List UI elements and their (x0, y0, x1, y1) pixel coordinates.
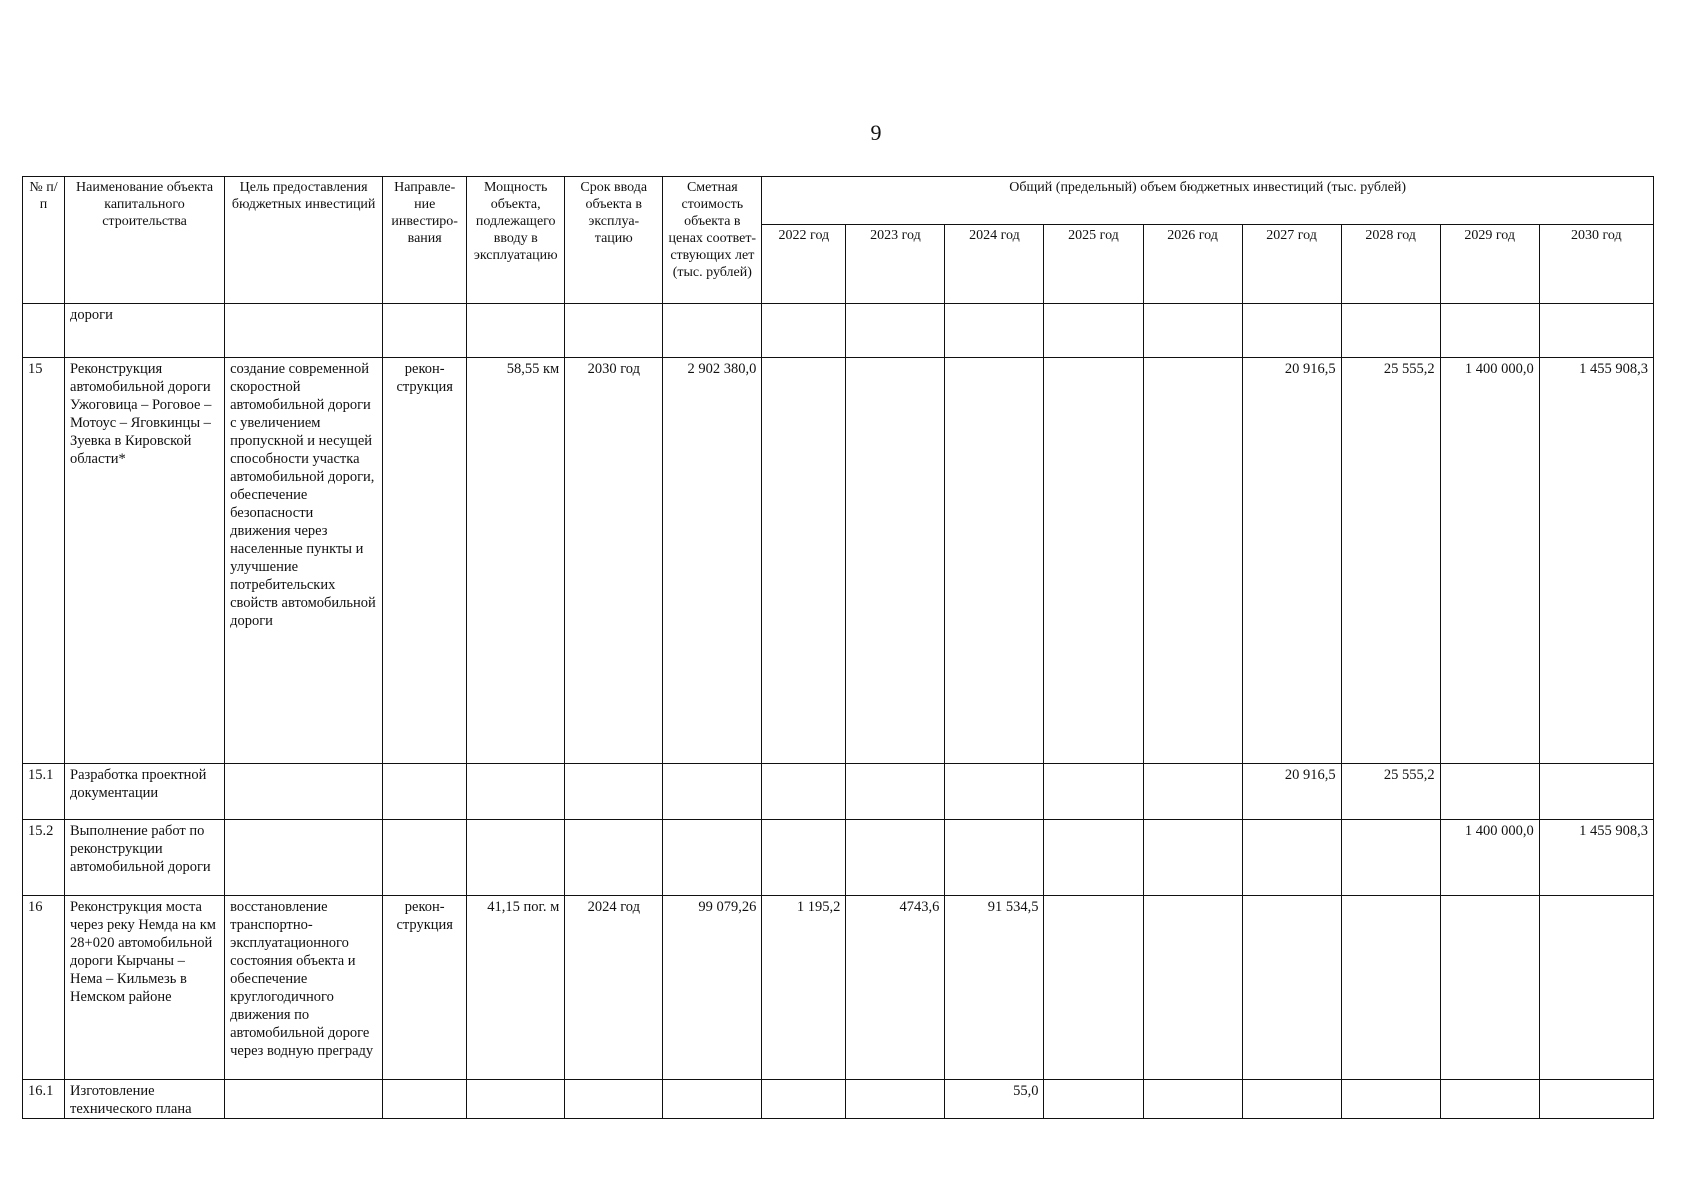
cell-year-value (945, 358, 1044, 764)
cell-goal: восстановление транспортно-эксплуатационного состояния объекта и обеспечение круглогодичного движения по автомобильной дороге через водную преграду (225, 896, 383, 1080)
cell-num: 16 (23, 896, 65, 1080)
table-row (23, 304, 1654, 358)
cell-year-value (1044, 304, 1143, 358)
cell-goal: создание современной скоростной автомобильной дороги с увеличением пропускной и несущей способности участка автомобильной дороги, обеспечение безопасности движения через населенные пункты и улучшение потребительских свойств автомобильной дороги (225, 358, 383, 764)
cell-cost (663, 1080, 762, 1119)
cell-year-value (1242, 896, 1341, 1080)
cell-year-value: 25 555,2 (1341, 764, 1440, 820)
table-row (23, 820, 1654, 896)
cell-goal (225, 820, 383, 896)
cell-capacity (467, 304, 565, 358)
header-year: 2022 год (762, 225, 846, 304)
header-year: 2027 год (1242, 225, 1341, 304)
header-year: 2023 год (846, 225, 945, 304)
cell-year-value: 25 555,2 (1341, 358, 1440, 764)
cell-year-value (1044, 764, 1143, 820)
cell-direction: рекон-струкция (383, 896, 467, 1080)
cell-object-name: Реконструкция автомобильной дороги Ужоговица – Роговое – Мотоус – Яговкинцы – Зуевка в Кировской области* (65, 358, 225, 764)
header-object-name: Наименование объекта капитального строительства (65, 177, 225, 304)
cell-capacity (467, 1080, 565, 1119)
cell-direction (383, 1080, 467, 1119)
cell-num (23, 304, 65, 358)
cell-year-value (1242, 304, 1341, 358)
cell-term: 2030 год (565, 358, 663, 764)
cell-year-value (1341, 304, 1440, 358)
cell-direction (383, 764, 467, 820)
header-year: 2028 год (1341, 225, 1440, 304)
cell-year-value (1440, 304, 1539, 358)
cell-year-value (1143, 764, 1242, 820)
header-goal: Цель предоставления бюджетных инвестиций (225, 177, 383, 304)
header-direction: Направле-ние инвестиро-вания (383, 177, 467, 304)
header-cost: Сметная стоимость объекта в ценах соответ-ствующих лет (тыс. рублей) (663, 177, 762, 304)
cell-term (565, 820, 663, 896)
header-year: 2029 год (1440, 225, 1539, 304)
cell-year-value: 20 916,5 (1242, 764, 1341, 820)
cell-num: 15.1 (23, 764, 65, 820)
cell-year-value (1539, 896, 1653, 1080)
cell-year-value (1341, 896, 1440, 1080)
header-year: 2026 год (1143, 225, 1242, 304)
cell-year-value (1539, 1080, 1653, 1119)
cell-year-value: 55,0 (945, 1080, 1044, 1119)
cell-year-value (846, 764, 945, 820)
cell-year-value (1440, 896, 1539, 1080)
cell-year-value: 4743,6 (846, 896, 945, 1080)
cell-capacity: 58,55 км (467, 358, 565, 764)
cell-year-value: 91 534,5 (945, 896, 1044, 1080)
cell-year-value (1341, 1080, 1440, 1119)
cell-year-value (1143, 358, 1242, 764)
cell-year-value (846, 820, 945, 896)
cell-object-name: Реконструкция моста через реку Немда на км 28+020 автомобильной дороги Кырчаны – Нема – Кильмезь в Немском районе (65, 896, 225, 1080)
table-row (23, 764, 1654, 820)
cell-num: 16.1 (23, 1080, 65, 1119)
cell-year-value (762, 764, 846, 820)
cell-year-value (1539, 764, 1653, 820)
cell-year-value (945, 304, 1044, 358)
cell-year-value (846, 304, 945, 358)
header-capacity: Мощность объекта, подлежащего вводу в эксплуатацию (467, 177, 565, 304)
cell-year-value (1143, 304, 1242, 358)
cell-year-value (1044, 896, 1143, 1080)
cell-year-value (762, 358, 846, 764)
cell-year-value (945, 764, 1044, 820)
cell-direction (383, 304, 467, 358)
table-row (23, 1080, 1654, 1119)
table-row (23, 896, 1654, 1080)
cell-term (565, 1080, 663, 1119)
cell-year-value (762, 820, 846, 896)
cell-term (565, 764, 663, 820)
cell-year-value (846, 358, 945, 764)
cell-year-value (1341, 820, 1440, 896)
cell-year-value: 1 195,2 (762, 896, 846, 1080)
cell-direction (383, 820, 467, 896)
header-year: 2030 год (1539, 225, 1653, 304)
cell-direction: рекон-струкция (383, 358, 467, 764)
cell-year-value: 1 455 908,3 (1539, 820, 1653, 896)
cell-year-value (762, 304, 846, 358)
cell-num: 15.2 (23, 820, 65, 896)
cell-year-value (1242, 820, 1341, 896)
cell-cost: 99 079,26 (663, 896, 762, 1080)
cell-object-name: Выполнение работ по реконструкции автомобильной дороги (65, 820, 225, 896)
cell-year-value (1044, 358, 1143, 764)
cell-year-value (1143, 896, 1242, 1080)
cell-cost (663, 304, 762, 358)
cell-year-value (1242, 1080, 1341, 1119)
cell-capacity (467, 820, 565, 896)
cell-year-value (1539, 304, 1653, 358)
cell-year-value (1440, 1080, 1539, 1119)
cell-year-value: 1 400 000,0 (1440, 358, 1539, 764)
cell-term: 2024 год (565, 896, 663, 1080)
cell-object-name: Изготовление технического плана (65, 1080, 225, 1119)
header-term: Срок ввода объекта в эксплуа-тацию (565, 177, 663, 304)
cell-goal (225, 304, 383, 358)
header-year: 2025 год (1044, 225, 1143, 304)
cell-capacity: 41,15 пог. м (467, 896, 565, 1080)
page-number: 9 (870, 120, 882, 145)
cell-cost (663, 764, 762, 820)
cell-num: 15 (23, 358, 65, 764)
cell-year-value (1143, 1080, 1242, 1119)
table-row (23, 358, 1654, 764)
cell-term (565, 304, 663, 358)
cell-year-value: 1 455 908,3 (1539, 358, 1653, 764)
cell-year-value (846, 1080, 945, 1119)
cell-object-name: Разработка проектной документации (65, 764, 225, 820)
cell-year-value (1044, 820, 1143, 896)
cell-object-name: дороги (65, 304, 225, 358)
header-num: № п/п (23, 177, 65, 304)
cell-goal (225, 1080, 383, 1119)
cell-year-value: 1 400 000,0 (1440, 820, 1539, 896)
cell-year-value (1440, 764, 1539, 820)
cell-year-value (1143, 820, 1242, 896)
cell-year-value: 20 916,5 (1242, 358, 1341, 764)
cell-year-value (762, 1080, 846, 1119)
cell-cost: 2 902 380,0 (663, 358, 762, 764)
cell-year-value (1044, 1080, 1143, 1119)
cell-goal (225, 764, 383, 820)
cell-cost (663, 820, 762, 896)
investment-table (22, 176, 1654, 1119)
cell-capacity (467, 764, 565, 820)
header-total-investment: Общий (предельный) объем бюджетных инвестиций (тыс. рублей) (762, 177, 1654, 225)
header-year: 2024 год (945, 225, 1044, 304)
cell-year-value (945, 820, 1044, 896)
